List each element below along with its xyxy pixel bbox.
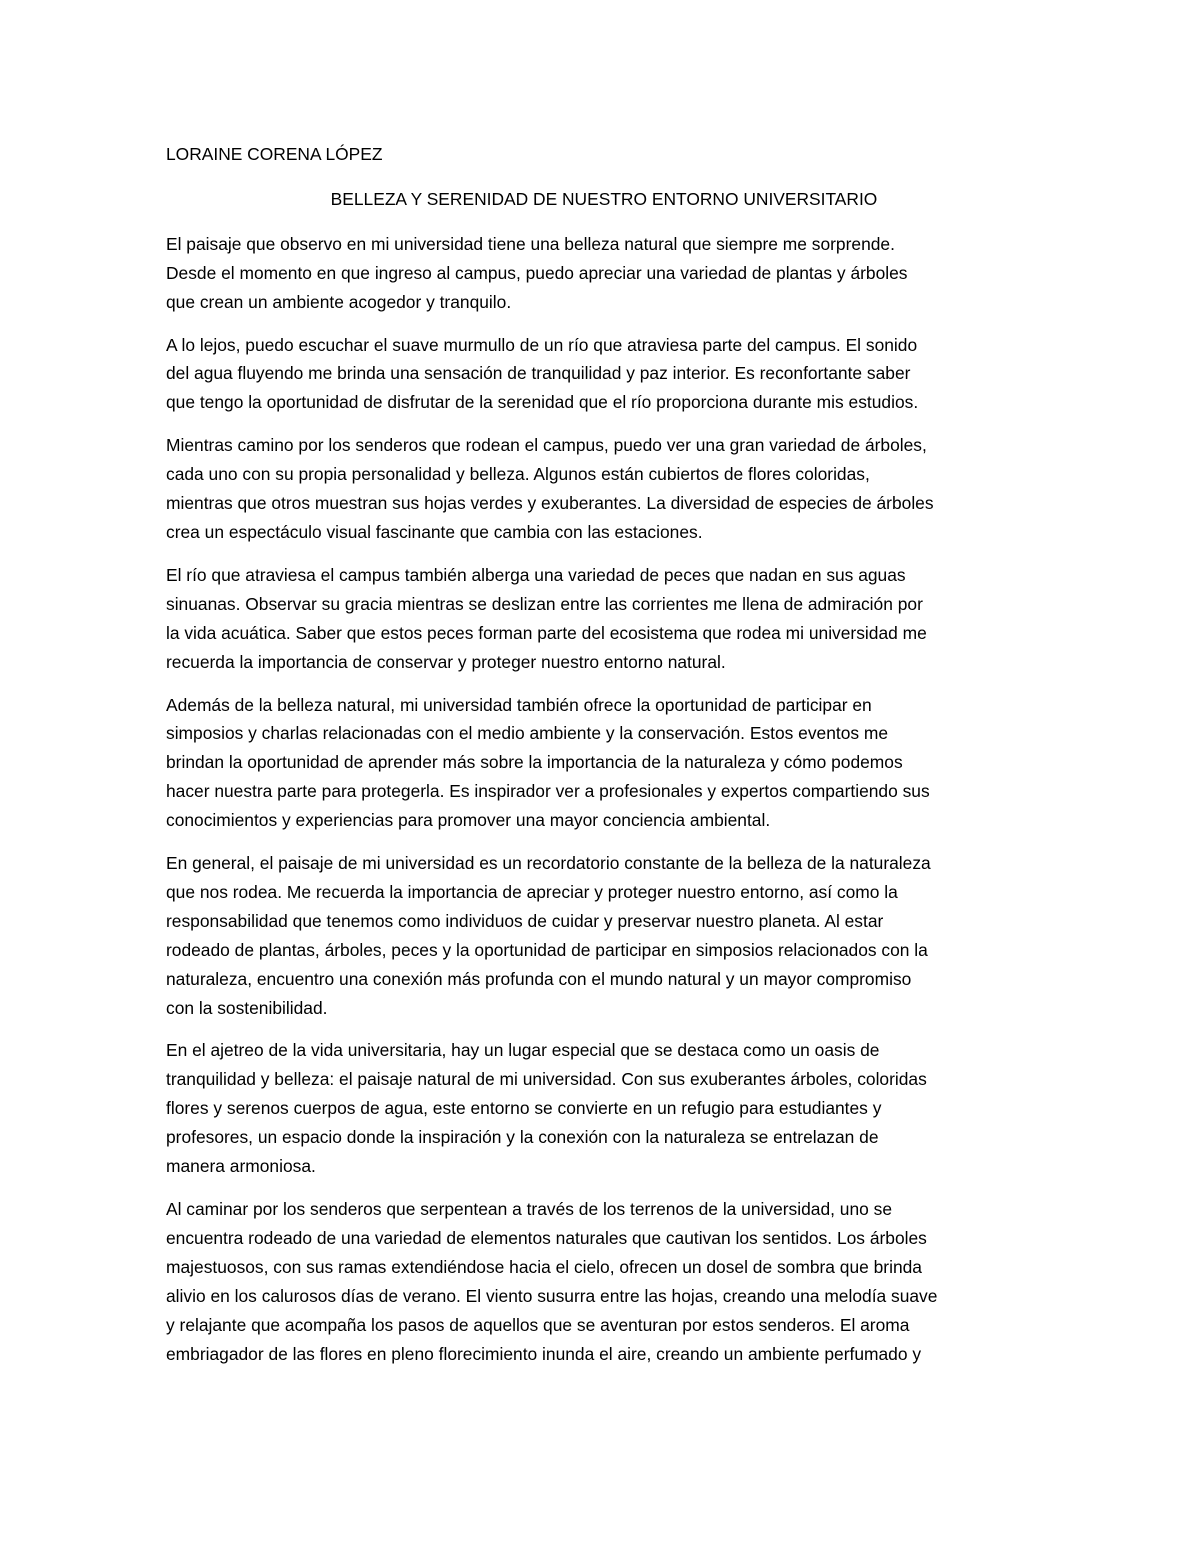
text-line: la vida acuática. Saber que estos peces forman parte del ecosistema que rodea mi universidad me — [166, 622, 927, 643]
text-line: majestuosos, con sus ramas extendiéndose hacia el cielo, ofrecen un dosel de sombra que brinda — [166, 1256, 922, 1277]
text-line: sinuanas. Observar su gracia mientras se deslizan entre las corrientes me llena de admiración por — [166, 593, 923, 614]
text-line: manera armoniosa. — [166, 1156, 316, 1177]
text-line: En el ajetreo de la vida universitaria, hay un lugar especial que se destaca como un oasis de — [166, 1040, 880, 1061]
paragraph-5 — [166, 691, 1042, 836]
text-line: profesores, un espacio donde la inspiración y la conexión con la naturaleza se entrelazan de — [166, 1127, 879, 1148]
text-line: Además de la belleza natural, mi universidad también ofrece la oportunidad de participar en — [166, 694, 872, 715]
text-line: que nos rodea. Me recuerda la importancia de apreciar y proteger nuestro entorno, así como la — [166, 881, 898, 902]
text-line: que tengo la oportunidad de disfrutar de la serenidad que el río proporciona durante mis estudios. — [166, 392, 919, 413]
text-line: y relajante que acompaña los pasos de aquellos que se aventuran por estos senderos. El aroma — [166, 1314, 910, 1335]
text-line: tranquilidad y belleza: el paisaje natural de mi universidad. Con sus exuberantes árboles, coloridas — [166, 1069, 927, 1090]
text-line: Al caminar por los senderos que serpentean a través de los terrenos de la universidad, uno se — [166, 1199, 892, 1219]
text-line: Mientras camino por los senderos que rodean el campus, puedo ver una gran variedad de árboles, — [166, 435, 927, 456]
text-line: embriagador de las flores en pleno florecimiento inunda el aire, creando un ambiente perfumado y — [166, 1343, 922, 1364]
text-line: encuentra rodeado de una variedad de elementos naturales que cautivan los sentidos. Los árboles — [166, 1227, 927, 1248]
paragraph-1 — [166, 230, 1042, 317]
text-line: responsabilidad que tenemos como individuos de cuidar y preservar nuestro planeta. Al estar — [166, 910, 884, 931]
text-line: El paisaje que observo en mi universidad tiene una belleza natural que siempre me sorprende. — [166, 233, 895, 254]
text-line: mientras que otros muestran sus hojas verdes y exuberantes. La diversidad de especies de árboles — [166, 493, 934, 514]
text-line: Desde el momento en que ingreso al campus, puedo apreciar una variedad de plantas y árboles — [166, 262, 908, 283]
text-line: recuerda la importancia de conservar y proteger nuestro entorno natural. — [166, 651, 726, 672]
text-line: simposios y charlas relacionadas con el medio ambiente y la conservación. Estos eventos me — [166, 723, 889, 744]
text-line: En general, el paisaje de mi universidad es un recordatorio constante de la belleza de la naturaleza — [166, 853, 931, 874]
text-line: crea un espectáculo visual fascinante que cambia con las estaciones. — [166, 521, 703, 542]
text-line: rodeado de plantas, árboles, peces y la oportunidad de participar en simposios relacionados con la — [166, 939, 928, 960]
text-line: naturaleza, encuentro una conexión más profunda con el mundo natural y un mayor compromiso — [166, 968, 912, 989]
text-line: conocimientos y experiencias para promover una mayor conciencia ambiental. — [166, 810, 771, 831]
document-body — [166, 140, 1042, 1382]
text-line: alivio en los calurosos días de verano. El viento susurra entre las hojas, creando una melodía suave — [166, 1285, 938, 1306]
paragraph-8 — [166, 1195, 1042, 1368]
text-line: hacer nuestra parte para protegerla. Es inspirador ver a profesionales y expertos compartiendo sus — [166, 781, 930, 802]
paragraph-2 — [166, 331, 1042, 418]
text-line: del agua fluyendo me brinda una sensación de tranquilidad y paz interior. Es reconfortante saber — [166, 363, 911, 384]
text-line: brindan la oportunidad de aprender más sobre la importancia de la naturaleza y cómo podemos — [166, 752, 903, 773]
document-title: BELLEZA Y SERENIDAD DE NUESTRO ENTORNO UNIVERSITARIO — [330, 188, 878, 209]
text-line: flores y serenos cuerpos de agua, este entorno se convierte en un refugio para estudiantes y — [166, 1098, 882, 1119]
paragraph-3 — [166, 431, 1042, 547]
text-line: A lo lejos, puedo escuchar el suave murmullo de un río que atraviesa parte del campus. El sonido — [166, 334, 918, 355]
paragraph-4 — [166, 561, 1042, 677]
text-line: con la sostenibilidad. — [166, 997, 328, 1018]
text-line: El río que atraviesa el campus también alberga una variedad de peces que nadan en sus aguas — [166, 564, 906, 585]
author-name: LORAINE CORENA LÓPEZ — [166, 144, 383, 164]
paragraph-7 — [166, 1036, 1042, 1181]
paragraph-6 — [166, 849, 1042, 1022]
text-line: cada uno con su propia personalidad y belleza. Algunos están cubiertos de flores coloridas, — [166, 464, 870, 485]
text-line: que crean un ambiente acogedor y tranquilo. — [166, 291, 512, 312]
